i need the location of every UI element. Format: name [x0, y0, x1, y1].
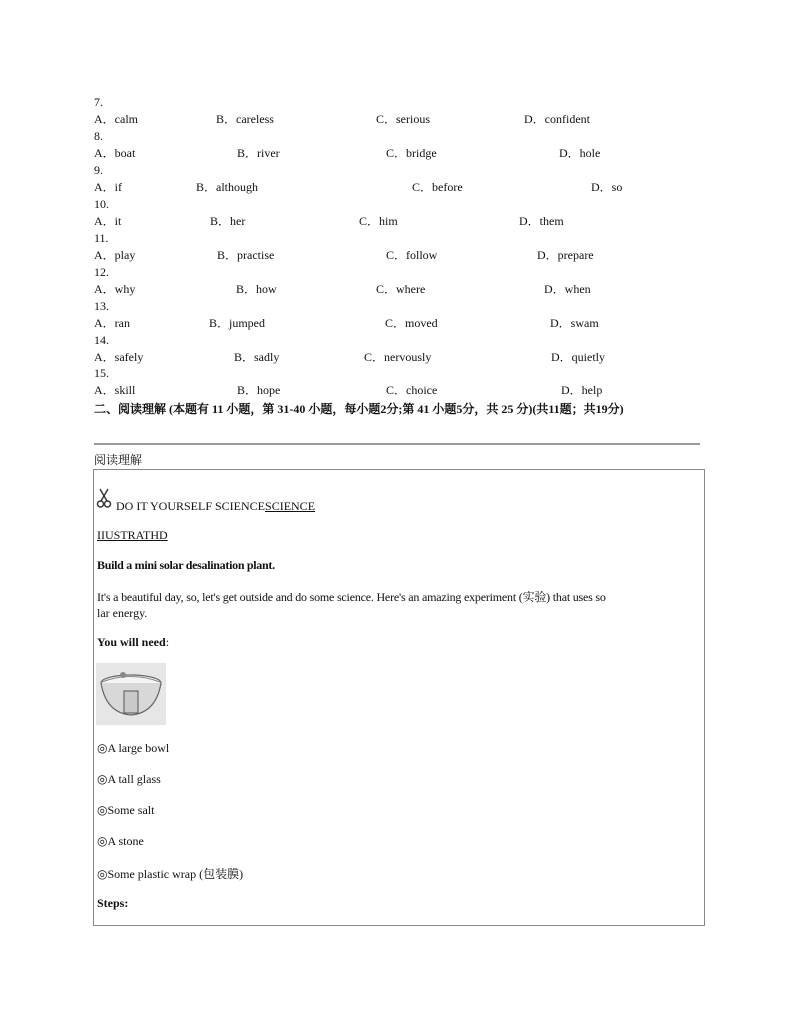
- question-number: 10.: [94, 197, 109, 211]
- passage-header: [116, 499, 315, 514]
- passage-intro-line-1: It's a beautiful day, so, let's get outside and do some science. Here's an amazing experiment (实验) that uses so: [97, 590, 606, 604]
- need-label: [97, 635, 169, 650]
- option-a: A．it: [94, 214, 122, 228]
- option-d: D．hole: [559, 146, 601, 160]
- option-d: D．swam: [550, 316, 599, 330]
- option-a: A．skill: [94, 383, 136, 397]
- header-underlined: SCIENCE: [265, 499, 316, 513]
- passage-box: [93, 469, 705, 926]
- option-a: A．boat: [94, 146, 136, 160]
- passage-subheader: [97, 528, 168, 543]
- question-number: 14.: [94, 333, 109, 347]
- need-item: ◎Some plastic wrap (包装膜): [97, 867, 244, 881]
- option-d: D．them: [519, 214, 564, 228]
- option-b: B．careless: [216, 112, 274, 126]
- option-b: B．sadly: [234, 350, 280, 364]
- passage-label: 阅读理解: [94, 453, 143, 467]
- header-text: DO IT YOURSELF SCIENCE: [116, 499, 266, 513]
- question-number: 12.: [94, 265, 109, 279]
- option-c: C．where: [376, 282, 426, 296]
- option-d: D．quietly: [551, 350, 605, 364]
- question-number: 13.: [94, 299, 109, 313]
- option-b: B．although: [196, 180, 258, 194]
- option-c: C．before: [412, 180, 463, 194]
- option-a: A．ran: [94, 316, 130, 330]
- option-c: C．him: [359, 214, 398, 228]
- option-d: D．prepare: [537, 248, 594, 262]
- option-d: D．confident: [524, 112, 590, 126]
- option-d: D．help: [561, 383, 603, 397]
- option-a: A．play: [94, 248, 136, 262]
- option-c: C．follow: [386, 248, 438, 262]
- option-a: A．safely: [94, 350, 144, 364]
- need-item: ◎Some salt: [97, 803, 155, 817]
- option-c: C．nervously: [364, 350, 432, 364]
- option-c: C．moved: [385, 316, 438, 330]
- option-b: B．her: [210, 214, 246, 228]
- option-b: B．river: [237, 146, 280, 160]
- passage-intro-line-2: lar energy.: [97, 606, 148, 620]
- divider: [94, 443, 700, 445]
- need-item: ◎A large bowl: [97, 741, 170, 755]
- option-c: C．bridge: [386, 146, 437, 160]
- option-a: A．if: [94, 180, 122, 194]
- option-d: D．when: [544, 282, 591, 296]
- question-number: 8.: [94, 129, 103, 143]
- passage-title: Build a mini solar desalination plant.: [97, 558, 275, 572]
- option-b: B．hope: [237, 383, 281, 397]
- option-a: A．calm: [94, 112, 138, 126]
- steps-label: Steps:: [97, 896, 129, 910]
- question-number: 15.: [94, 366, 109, 380]
- need-label-text: You will need: [97, 635, 166, 649]
- question-number: 9.: [94, 163, 103, 177]
- option-c: C．serious: [376, 112, 431, 126]
- scissors-icon: [96, 487, 112, 509]
- option-a: A．why: [94, 282, 136, 296]
- section-heading: 二、阅读理解 (本题有 11 小题，第 31-40 小题，每小题2分;第 41 小题5分，共 25 分)(共11题；共19分): [94, 402, 624, 416]
- option-b: B．how: [236, 282, 277, 296]
- question-number: 11.: [94, 231, 109, 245]
- option-c: C．choice: [386, 383, 438, 397]
- need-item: ◎A stone: [97, 834, 144, 848]
- option-b: B．jumped: [209, 316, 265, 330]
- option-d: D．so: [591, 180, 623, 194]
- subheader-text: IIUSTRATHD: [97, 528, 168, 542]
- need-colon: :: [165, 635, 170, 649]
- option-b: B．practise: [217, 248, 275, 262]
- question-number: 7.: [94, 95, 103, 109]
- bowl-image: [96, 663, 166, 725]
- need-item: ◎A tall glass: [97, 772, 161, 786]
